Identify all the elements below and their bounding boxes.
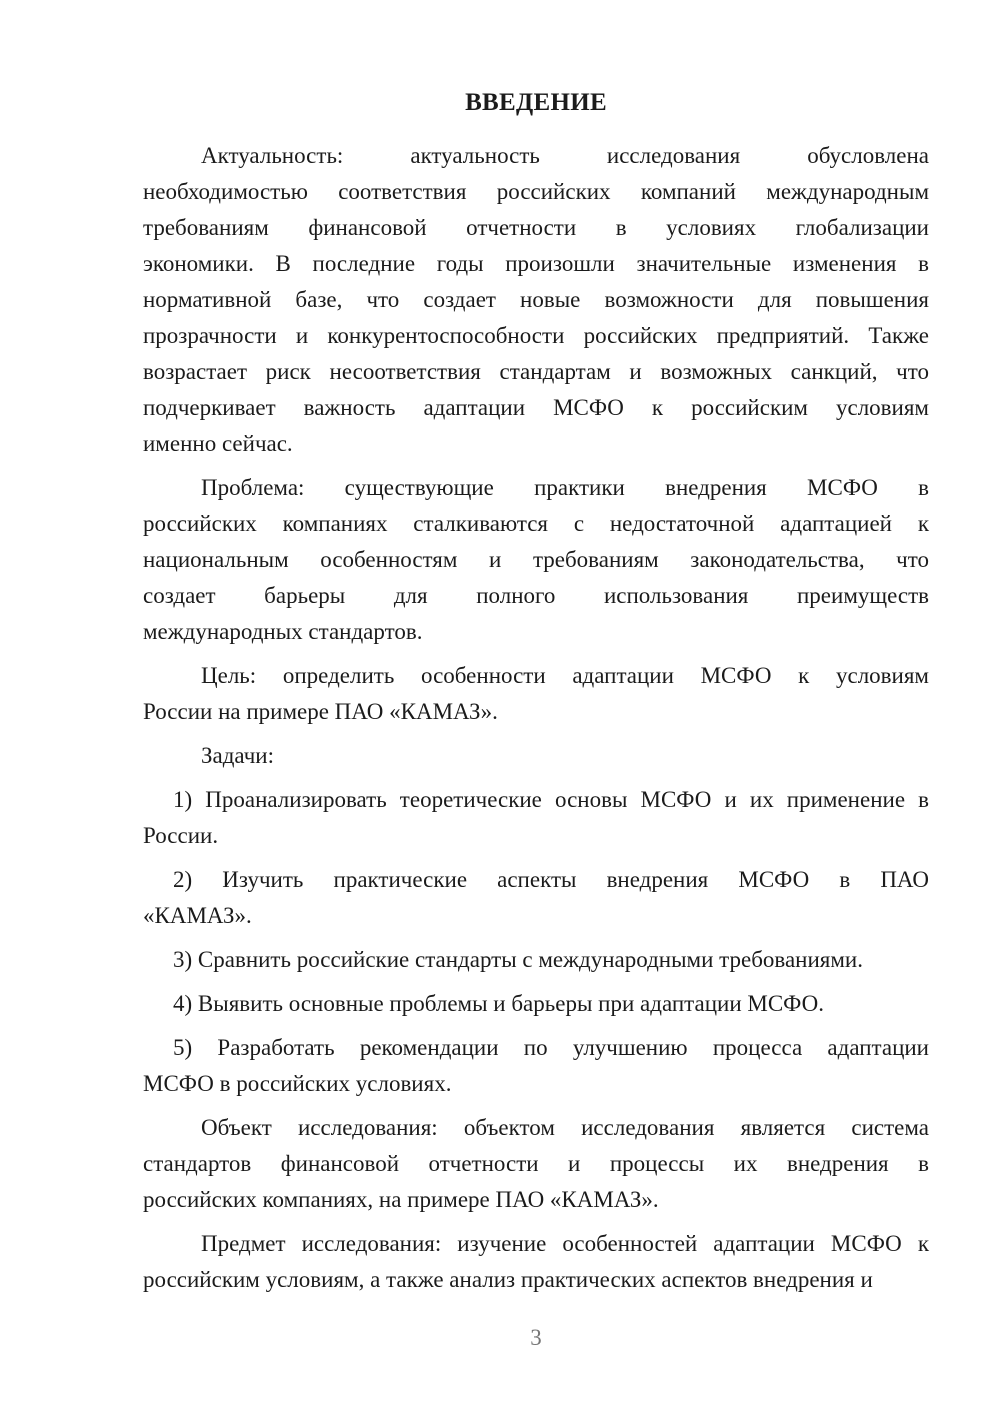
text-line: требованиям финансовой отчетности в условиях глобализации bbox=[143, 215, 929, 240]
text-line: 4) Выявить основные проблемы и барьеры при адаптации МСФО. bbox=[173, 991, 824, 1016]
text-line: 1) Проанализировать теоретические основы МСФО и их применение в bbox=[173, 787, 929, 812]
text-line: подчеркивает важность адаптации МСФО к российским условиям bbox=[143, 395, 929, 420]
text-line: стандартов финансовой отчетности и процессы их внедрения в bbox=[143, 1151, 929, 1176]
paragraph bbox=[143, 138, 929, 462]
text-line: Актуальность: актуальность исследования обусловлена bbox=[201, 143, 929, 168]
text-line: возрастает риск несоответствия стандартам и возможных санкций, что bbox=[143, 359, 929, 384]
paragraph bbox=[143, 1226, 929, 1298]
text-line: Объект исследования: объектом исследования является система bbox=[201, 1115, 929, 1140]
text-line: российских компаниях сталкиваются с недостаточной адаптацией к bbox=[143, 511, 929, 536]
text-line: Цель: определить особенности адаптации МСФО к условиям bbox=[201, 663, 929, 688]
list-item bbox=[143, 1030, 929, 1102]
paragraph bbox=[143, 1110, 929, 1218]
text-line: МСФО в российских условиях. bbox=[143, 1071, 452, 1096]
text-line: 2) Изучить практические аспекты внедрения МСФО в ПАО bbox=[173, 867, 929, 892]
document-body bbox=[143, 83, 929, 1298]
paragraph bbox=[143, 470, 929, 650]
text-line: нормативной базе, что создает новые возможности для повышения bbox=[143, 287, 929, 312]
text-line: 5) Разработать рекомендации по улучшению процесса адаптации bbox=[173, 1035, 929, 1060]
text-line: 3) Сравнить российские стандарты с международными требованиями. bbox=[173, 947, 863, 972]
text-line: международных стандартов. bbox=[143, 619, 423, 644]
text-line: российским условиям, а также анализ практических аспектов внедрения и bbox=[143, 1267, 873, 1292]
page-title: ВВЕДЕНИЕ bbox=[465, 89, 607, 116]
text-line: Предмет исследования: изучение особенностей адаптации МСФО к bbox=[201, 1231, 929, 1256]
text-line: национальным особенностям и требованиям законодательства, что bbox=[143, 547, 929, 572]
text-line: создает барьеры для полного использования преимуществ bbox=[143, 583, 929, 608]
text-line: прозрачности и конкурентоспособности российских предприятий. Также bbox=[143, 323, 929, 348]
text-line: Проблема: существующие практики внедрения МСФО в bbox=[201, 475, 929, 500]
text-line: необходимостью соответствия российских компаний международным bbox=[143, 179, 929, 204]
text-line: России. bbox=[143, 823, 219, 848]
text-line: экономики. В последние годы произошли значительные изменения в bbox=[143, 251, 929, 276]
text-line: российских компаниях, на примере ПАО «КАМАЗ». bbox=[143, 1187, 659, 1212]
paragraph bbox=[143, 738, 929, 774]
list-item bbox=[143, 986, 929, 1022]
text-line: России на примере ПАО «КАМАЗ». bbox=[143, 699, 498, 724]
text-line: Задачи: bbox=[201, 743, 274, 768]
list-item bbox=[143, 782, 929, 854]
text-line: именно сейчас. bbox=[143, 431, 293, 456]
paragraph bbox=[143, 658, 929, 730]
list-item bbox=[143, 942, 929, 978]
text-line: «КАМАЗ». bbox=[143, 903, 252, 928]
page-number: 3 bbox=[530, 1325, 542, 1350]
paragraph-container bbox=[143, 138, 929, 1298]
list-item bbox=[143, 862, 929, 934]
